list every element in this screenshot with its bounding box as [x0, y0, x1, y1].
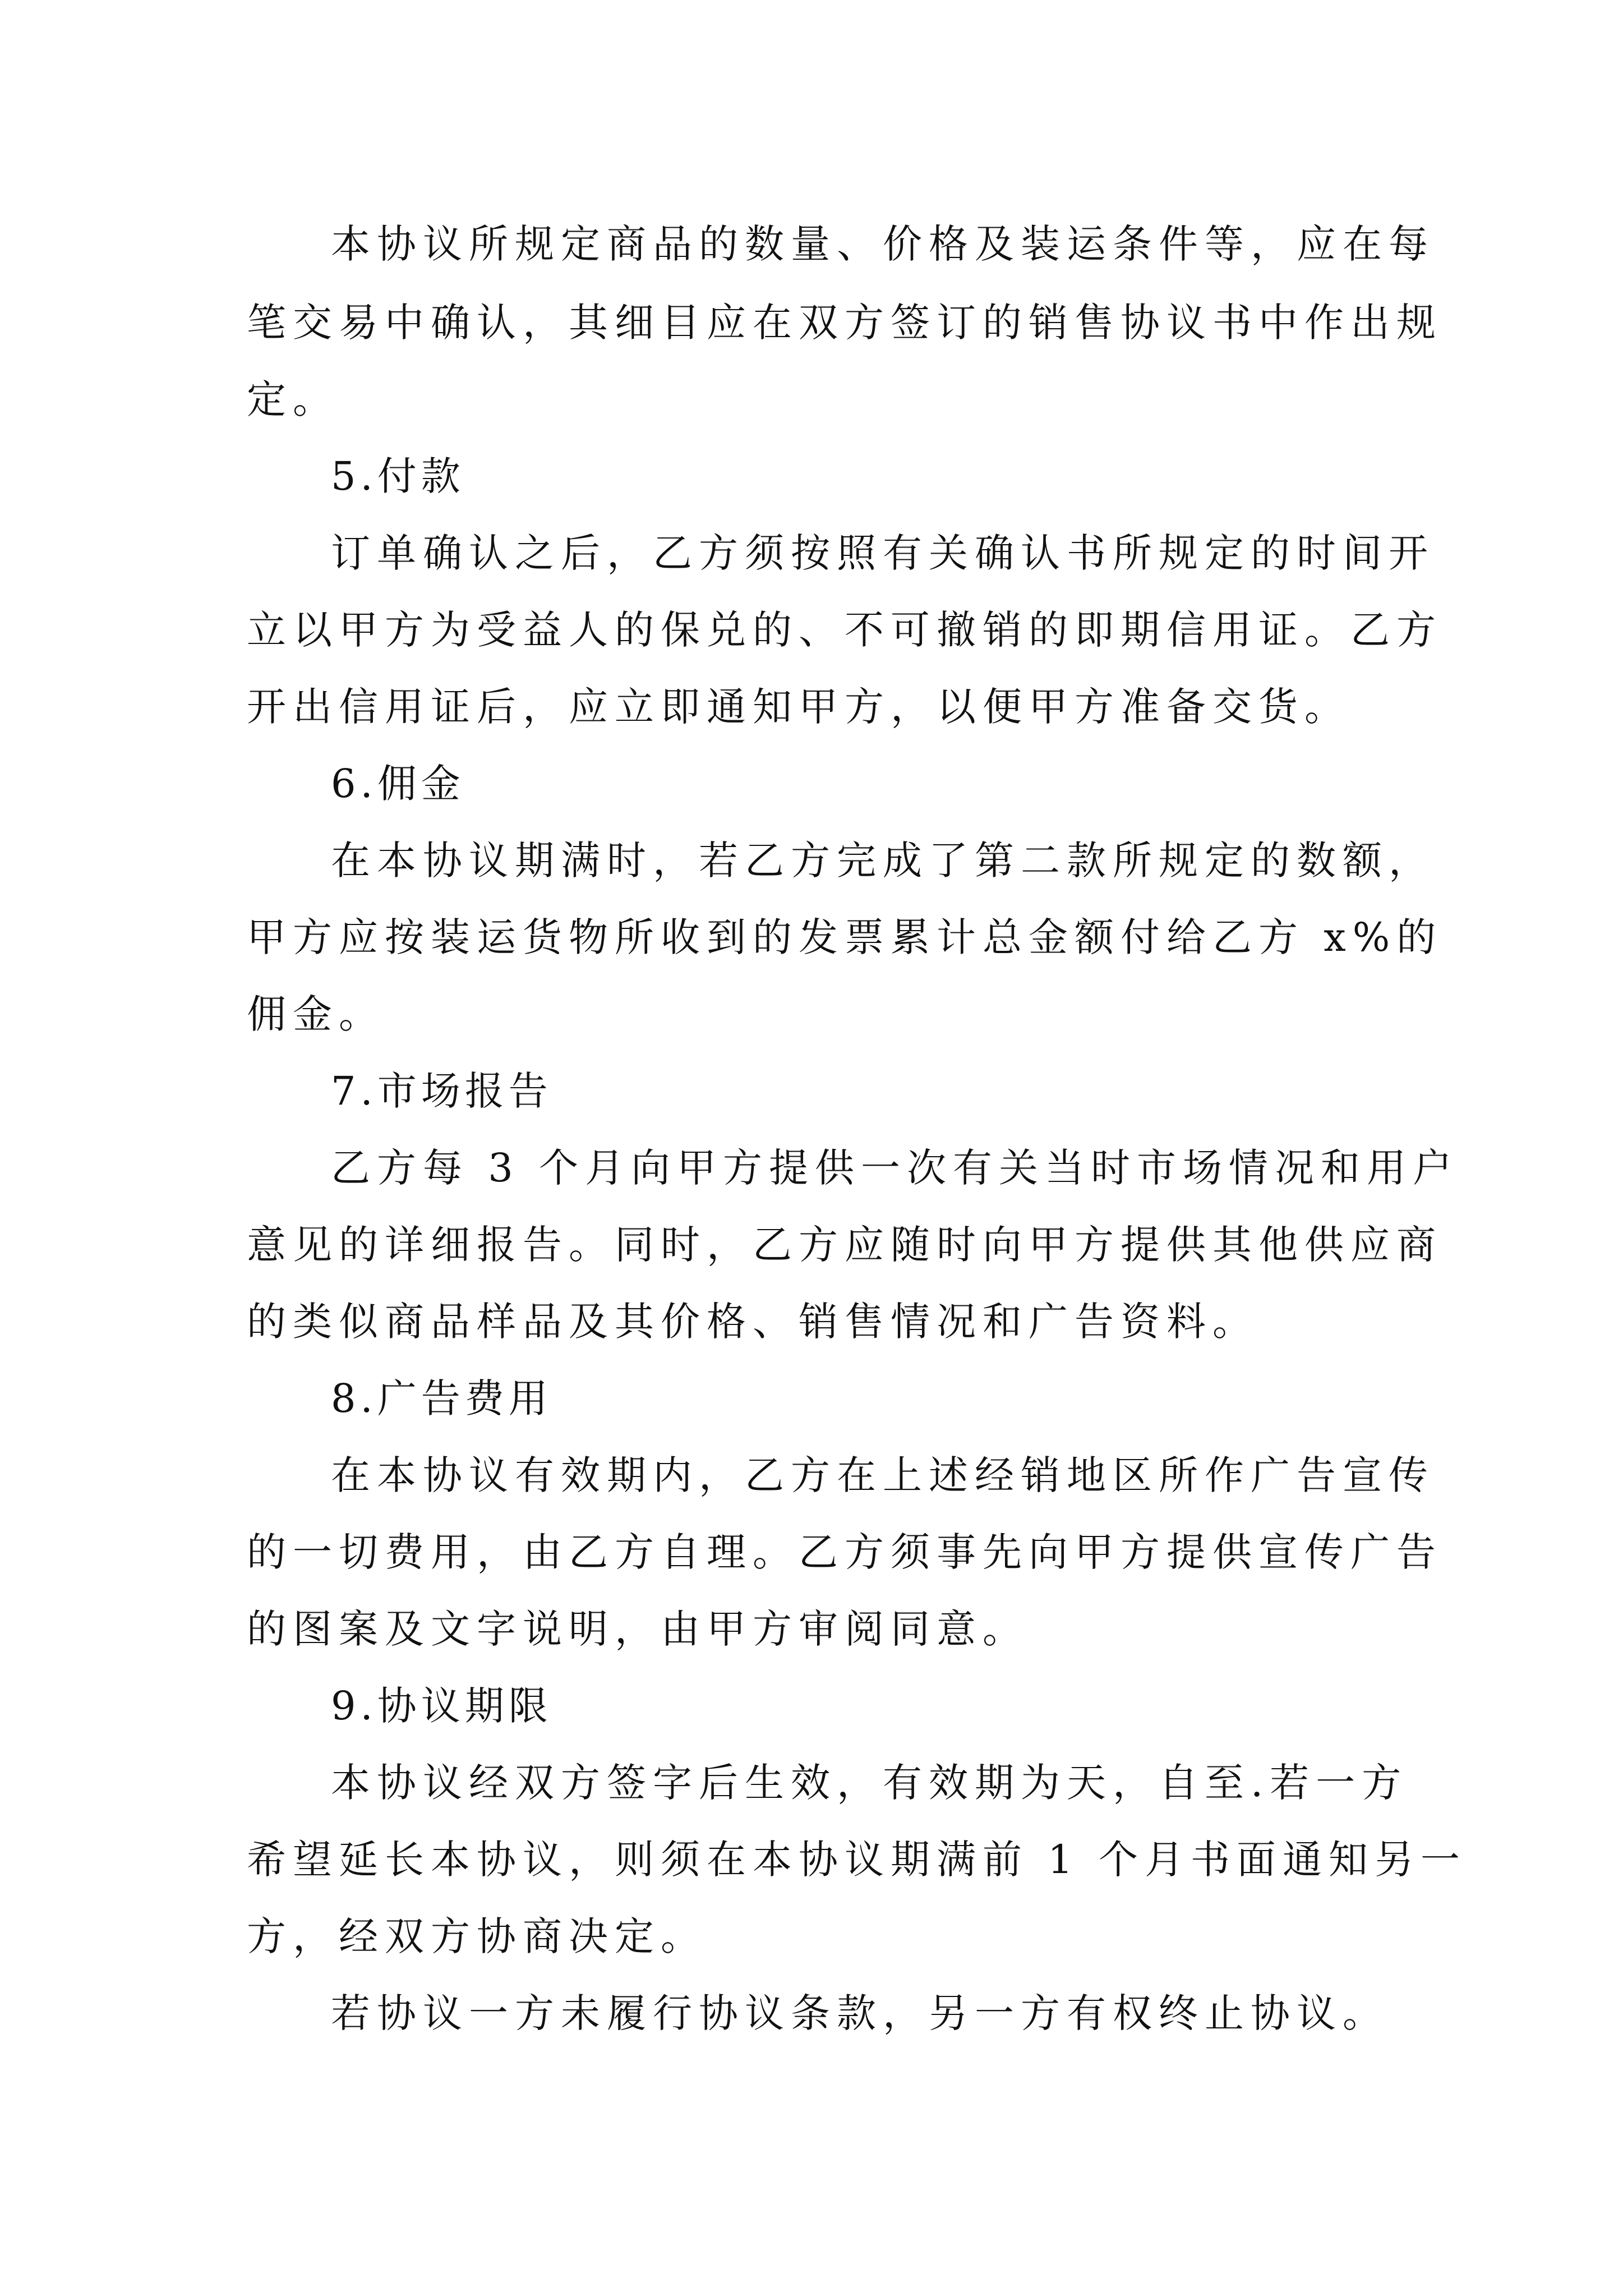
paragraph-line: 方，经双方协商决定。 [247, 1913, 707, 1959]
paragraph-line: 希望延长本协议，则须在本协议期满前 1 个月书面通知另一 [247, 1837, 1467, 1883]
paragraph-line: 佣金。 [247, 991, 385, 1037]
section-heading: 8.广告费用 [331, 1375, 552, 1421]
paragraph-line: 的图案及文字说明，由甲方审阅同意。 [247, 1606, 1029, 1652]
paragraph-line: 笔交易中确认，其细目应在双方签订的销售协议书中作出规 [247, 300, 1442, 346]
paragraph-line: 甲方应按装运货物所收到的发票累计总金额付给乙方 x%的 [247, 914, 1443, 960]
paragraph-line: 定。 [247, 376, 339, 422]
paragraph-line: 在本协议有效期内，乙方在上述经销地区所作广告宣传 [331, 1452, 1435, 1498]
paragraph-line: 本协议所规定商品的数量、价格及装运条件等，应在每 [331, 221, 1435, 267]
paragraph-line: 的类似商品样品及其价格、销售情况和广告资料。 [247, 1299, 1258, 1345]
paragraph-line: 本协议经双方签字后生效，有效期为天，自至.若一方 [331, 1760, 1408, 1806]
section-heading: 9.协议期限 [331, 1683, 552, 1729]
paragraph-line: 订单确认之后，乙方须按照有关确认书所规定的时间开 [331, 530, 1435, 576]
section-heading: 5.付款 [331, 453, 465, 499]
paragraph-line: 意见的详细报告。同时，乙方应随时向甲方提供其他供应商 [247, 1222, 1442, 1268]
paragraph-line: 立以甲方为受益人的保兑的、不可撤销的即期信用证。乙方 [247, 607, 1442, 653]
paragraph-line: 乙方每 3 个月向甲方提供一次有关当时市场情况和用户 [331, 1145, 1459, 1191]
paragraph-line: 在本协议期满时，若乙方完成了第二款所规定的数额， [331, 838, 1435, 884]
paragraph-line: 开出信用证后，应立即通知甲方，以便甲方准备交货。 [247, 684, 1350, 730]
section-heading: 6.佣金 [331, 761, 465, 807]
paragraph-line: 若协议一方未履行协议条款，另一方有权终止协议。 [331, 1990, 1389, 2036]
section-heading: 7.市场报告 [331, 1068, 552, 1114]
paragraph-line: 的一切费用，由乙方自理。乙方须事先向甲方提供宣传广告 [247, 1529, 1442, 1575]
